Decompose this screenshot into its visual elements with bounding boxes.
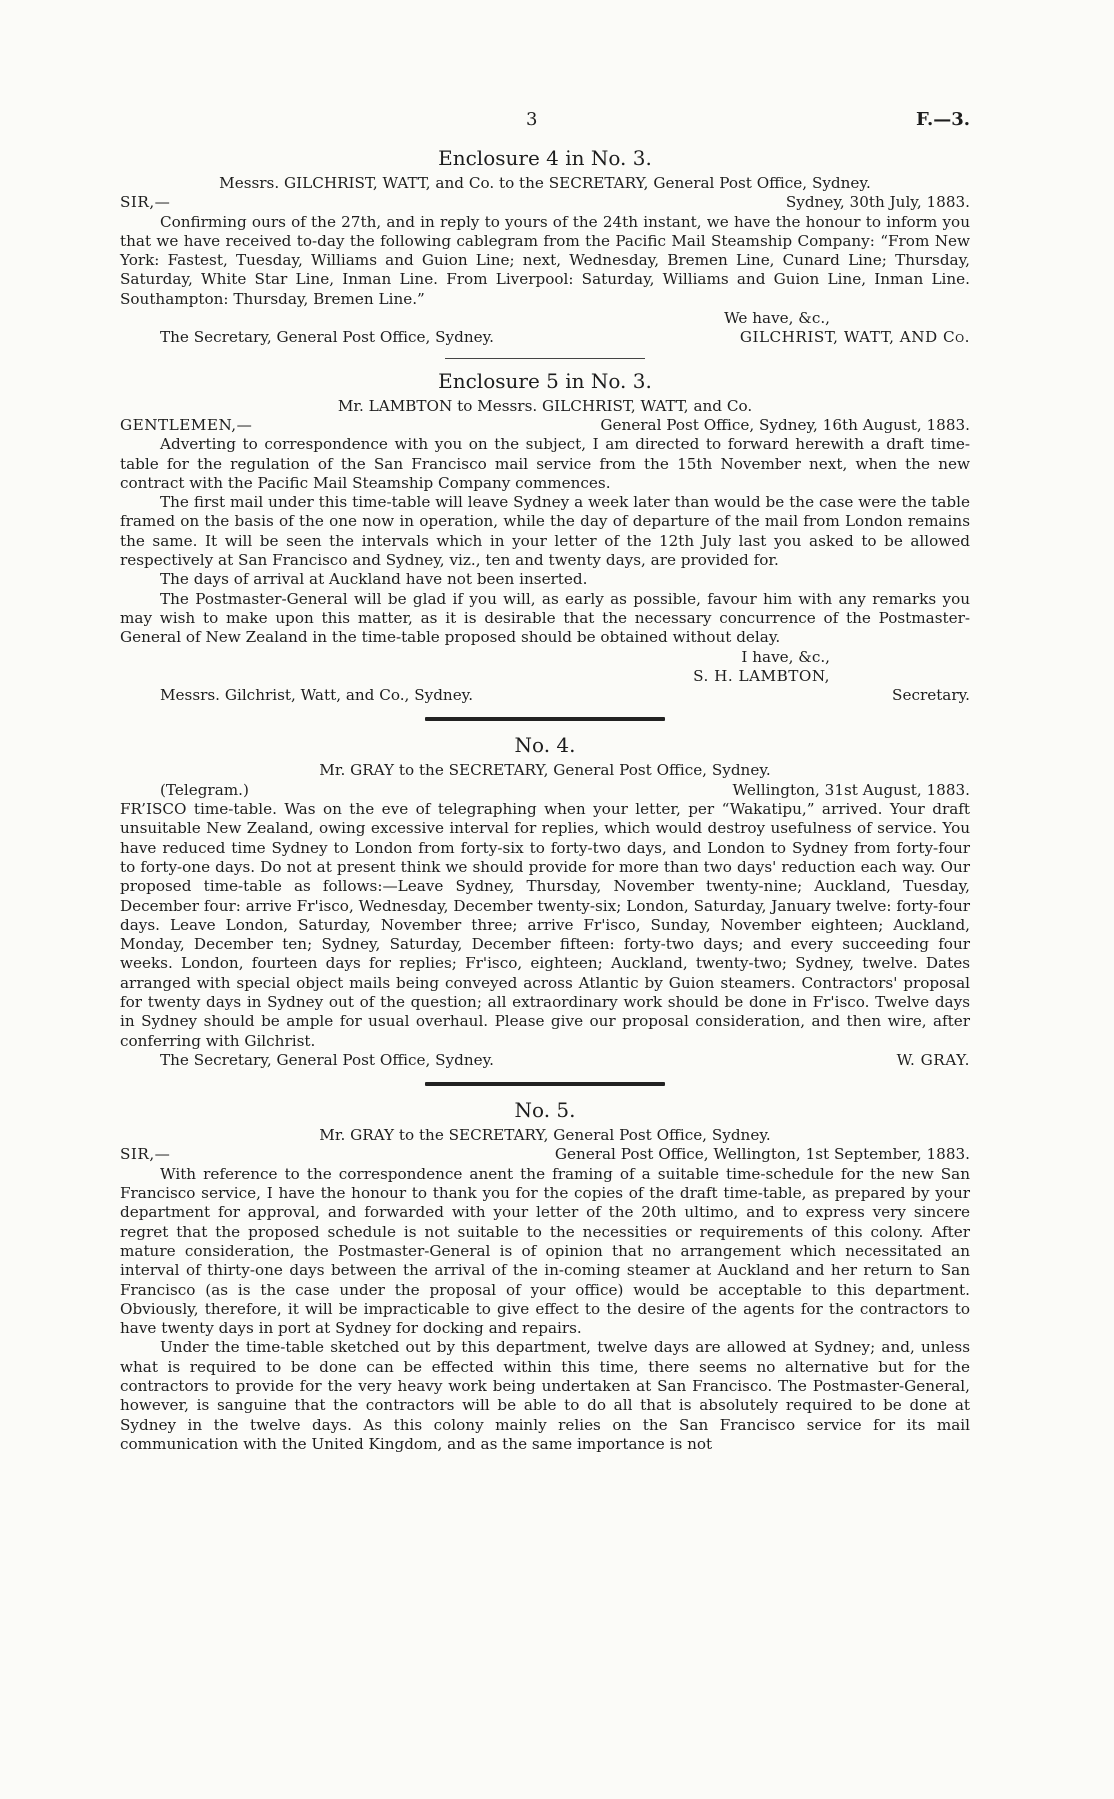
enclosure-5-paragraph: The first mail under this time-table will leave Sydney a week later than would be the case were the table framed on the basis of the one now in operation, while the day of departure of the mail from London remains the same. It will be seen the intervals which in your letter of the 12th July last you asked to be allowed respectively at San Francisco and Sydney, viz., ten and twenty days, are provided for. xyxy=(120,493,970,570)
enclosure-4-title: Enclosure 4 in No. 3. xyxy=(438,146,652,170)
enclosure-4-closing: We have, &c., xyxy=(724,309,830,328)
enclosure-5-paragraph: The days of arrival at Auckland have not been inserted. xyxy=(160,570,588,589)
no-4-title: No. 4. xyxy=(514,733,576,758)
no-4-body: FR’ISCO time-table. Was on the eve of telegraphing when your letter, per “Wakatipu,” arrived. Your draft unsuitable New Zealand, owing excessive interval for replies, which would destroy usefulness of service. You have reduced time Sydney to London from forty-six to forty-two days, and London to Sydney from forty-four to forty-one days. Do not at present think we should provide for more than two days' reduction each way. Our proposed time-table as follows:—Leave Sydney, Thursday, November twenty-nine; Auckland, Tuesday, December four: arrive Fr'isco, Wednesday, December twenty-six; London, Saturday, January twelve: forty-four days. Leave London, Saturday, November three; arrive Fr'isco, Sunday, November eighteen; Auckland, Monday, December ten; Sydney, Saturday, December fifteen: forty-two days; and every succeeding four weeks. London, fourteen days for replies; Fr'isco, eighteen; Auckland, twenty-two; Sydney, twelve. Dates arranged with special object mails being conveyed across Atlantic by Guion steamers. Contractors' proposal for twenty days in Sydney out of the question; all extraordinary work should be done in Fr'isco. Twelve days in Sydney should be ample for usual overhaul. Please give our proposal consideration, and then wire, after conferring with Gilchrist. xyxy=(120,800,970,1050)
no-5-paragraph: Under the time-table sketched out by this department, twelve days are allowed at Sydney; and, unless what is required to be done can be effected within this time, there seems no alternative but for the contractors to provide for the very heavy work being undertaken at San Francisco. The Postmaster-General, however, is sanguine that the contractors will be able to do all that is absolutely required to be done at Sydney in the twelve days. As this colony mainly relies on the San Francisco service for its mail communication with the United Kingdom, and as the same importance is not xyxy=(120,1338,970,1453)
document-code: F.—3. xyxy=(915,109,970,130)
section-divider xyxy=(445,358,645,359)
enclosure-5-closing: I have, &c., xyxy=(741,647,830,666)
enclosure-5-section xyxy=(120,369,970,706)
enclosure-5-signature-title: Secretary. xyxy=(892,686,970,705)
no-5-title: No. 5. xyxy=(514,1098,576,1123)
enclosure-5-paragraph: Adverting to correspondence with you on the subject, I am directed to forward herewith a draft time-table for the regulation of the San Francisco mail service from the 15th November next, when the new contract with the Pacific Mail Steamship Company commences. xyxy=(120,435,970,492)
enclosure-5-date: General Post Office, Sydney, 16th August, 1883. xyxy=(600,415,970,434)
enclosure-4-signature: GILCHRIST, WATT, AND Co. xyxy=(739,328,970,347)
no-4-addressee: The Secretary, General Post Office, Sydney. xyxy=(160,1050,494,1069)
enclosure-5-salutation-row xyxy=(120,416,970,435)
no-4-note: (Telegram.) xyxy=(160,780,249,799)
enclosure-5-signature-row xyxy=(120,686,970,705)
no-5-caption: Mr. GRAY to the SECRETARY, General Post Office, Sydney. xyxy=(319,1126,771,1145)
no-5-salutation: SIR,— xyxy=(120,1145,171,1164)
enclosure-4-caption: Messrs. GILCHRIST, WATT, and Co. to the SECRETARY, General Post Office, Sydney. xyxy=(219,174,871,192)
enclosure-4-signature-row xyxy=(120,328,970,347)
page-header xyxy=(120,110,970,146)
enclosure-5-signature-name: S. H. LAMBTON, xyxy=(693,666,830,685)
no-4-signature-row xyxy=(120,1051,970,1070)
no-4-section xyxy=(120,733,970,1070)
enclosure-5-paragraph: The Postmaster-General will be glad if you will, as early as possible, favour him with any remarks you may wish to make upon this matter, as it is desirable that the necessary concurrence of the Postmaster-General of New Zealand in the time-table proposed should be obtained without delay. xyxy=(120,589,970,647)
no-5-paragraph: With reference to the correspondence anent the framing of a suitable time-schedule for the new San Francisco service, I have the honour to thank you for the copies of the draft time-table, as prepared by your department for approval, and forwarded with your letter of the 20th ultimo, and to express very sincere regret that the proposed schedule is not suitable to the necessities or requirements of this colony. After mature consideration, the Postmaster-General is of opinion that no arrangement which necessitated an interval of thirty-one days between the arrival of the in-coming steamer at Auckland and her return to San Francisco (as is the case under the proposal of your office) would be acceptable to this department. Obviously, therefore, it will be impracticable to give effect to the desire of the agents for the contractors to have twenty days in port at Sydney for docking and repairs. xyxy=(120,1164,970,1338)
section-divider xyxy=(425,1082,665,1086)
enclosure-5-salutation: GENTLEMEN,— xyxy=(120,415,253,434)
enclosure-5-title: Enclosure 5 in No. 3. xyxy=(438,368,652,393)
enclosure-4-body: Confirming ours of the 27th, and in reply to yours of the 24th instant, we have the honour to inform you that we have received to-day the following cablegram from the Pacific Mail Steamship Company: “From New York: Fastest, Tuesday, Williams and Guion Line; next, Wednesday, Bremen Line, Cunard Line; Thursday, Saturday, White Star Line, Inman Line. From Liverpool: Saturday, Williams and Guion Line, Inman Line. Southampton: Thursday, Bremen Line.” xyxy=(120,212,970,308)
no-4-note-row xyxy=(120,781,970,800)
no-5-date: General Post Office, Wellington, 1st September, 1883. xyxy=(554,1145,970,1164)
no-5-section xyxy=(120,1098,970,1454)
enclosure-4-addressee: The Secretary, General Post Office, Sydney. xyxy=(160,328,494,347)
enclosure-4-section xyxy=(120,146,970,348)
enclosure-5-signature xyxy=(120,667,970,686)
enclosure-4-date: Sydney, 30th July, 1883. xyxy=(785,193,970,212)
section-divider xyxy=(425,717,665,721)
enclosure-5-caption: Mr. LAMBTON to Messrs. GILCHRIST, WATT, and Co. xyxy=(337,396,753,415)
enclosure-5-addressee: Messrs. Gilchrist, Watt, and Co., Sydney. xyxy=(160,686,474,705)
enclosure-4-salutation: SIR,— xyxy=(120,193,171,212)
no-4-signature: W. GRAY. xyxy=(896,1050,970,1069)
page-number: 3 xyxy=(526,109,538,130)
enclosure-4-salutation-row xyxy=(120,193,970,212)
no-4-caption: Mr. GRAY to the SECRETARY, General Post Office, Sydney. xyxy=(319,761,771,780)
no-4-date: Wellington, 31st August, 1883. xyxy=(732,780,970,799)
no-5-salutation-row xyxy=(120,1145,970,1164)
document-page xyxy=(120,110,970,1454)
